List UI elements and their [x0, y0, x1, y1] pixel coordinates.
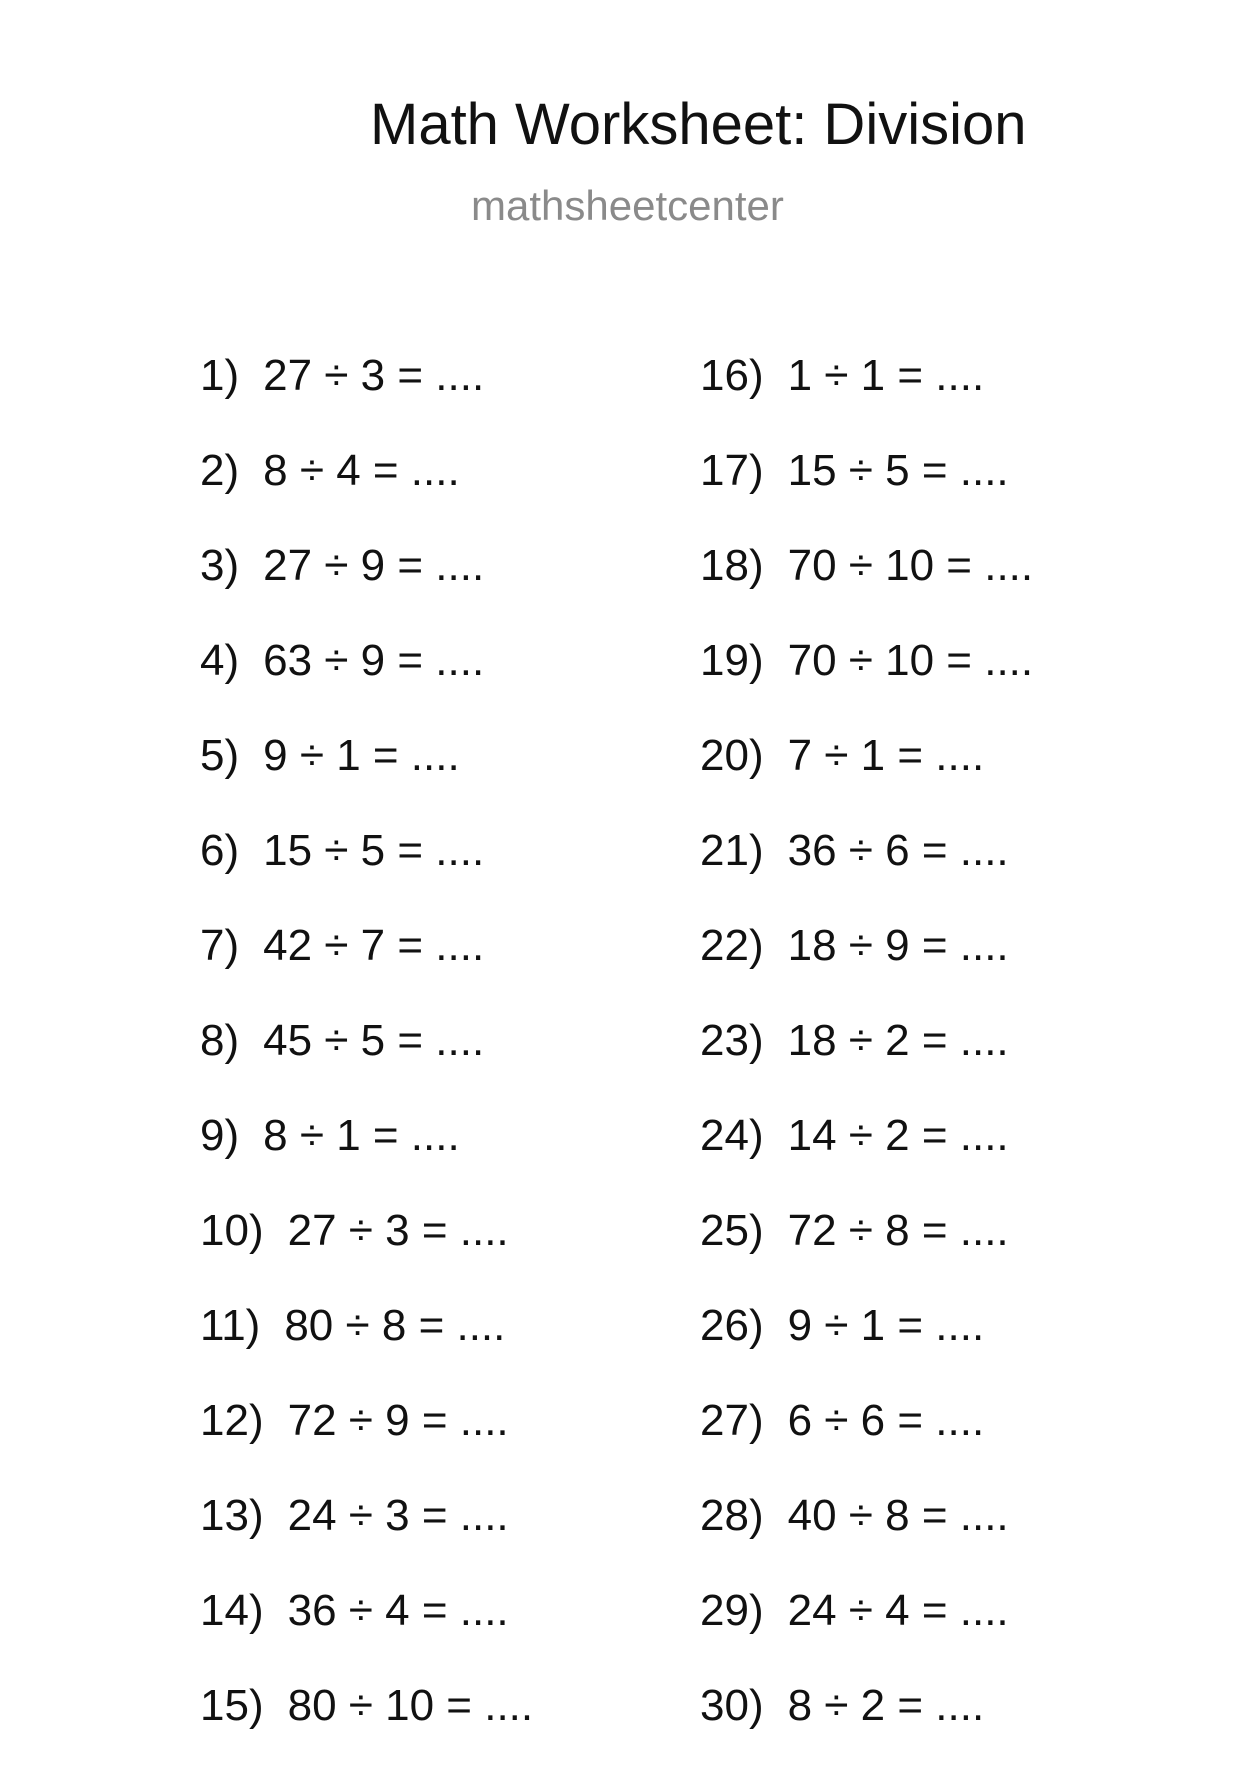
problem-expression: 80 ÷ 8 = .... — [284, 1301, 506, 1350]
problem-item — [200, 350, 533, 445]
problem-expression: 70 ÷ 10 = .... — [787, 541, 1034, 590]
problem-number: 23) — [700, 1016, 764, 1065]
problem-item — [700, 350, 1033, 445]
problem-expression: 36 ÷ 4 = .... — [287, 1586, 509, 1635]
problem-item — [200, 540, 533, 635]
problem-number: 28) — [700, 1491, 764, 1540]
problem-number: 1) — [200, 351, 240, 400]
problem-expression: 24 ÷ 3 = .... — [287, 1491, 509, 1540]
problem-item — [700, 1015, 1033, 1110]
problem-expression: 8 ÷ 2 = .... — [787, 1681, 985, 1730]
problem-expression: 72 ÷ 9 = .... — [287, 1396, 509, 1445]
problem-item — [700, 1205, 1033, 1300]
problem-expression: 9 ÷ 1 = .... — [787, 1301, 985, 1350]
problem-number: 9) — [200, 1111, 240, 1160]
problem-expression: 36 ÷ 6 = .... — [787, 826, 1009, 875]
problem-number: 15) — [200, 1681, 264, 1730]
problem-number: 26) — [700, 1301, 764, 1350]
problem-expression: 70 ÷ 10 = .... — [787, 636, 1034, 685]
problem-expression: 1 ÷ 1 = .... — [787, 351, 985, 400]
problem-expression: 8 ÷ 4 = .... — [263, 446, 460, 495]
problem-expression: 7 ÷ 1 = .... — [787, 731, 985, 780]
problem-item — [200, 825, 533, 920]
problem-number: 16) — [700, 351, 764, 400]
problem-number: 25) — [700, 1206, 764, 1255]
problem-expression: 6 ÷ 6 = .... — [787, 1396, 985, 1445]
problem-number: 6) — [200, 826, 240, 875]
problem-expression: 9 ÷ 1 = .... — [263, 731, 460, 780]
problem-item — [700, 1110, 1033, 1205]
problem-expression: 14 ÷ 2 = .... — [787, 1111, 1009, 1160]
problem-item — [200, 920, 533, 1015]
problem-item — [200, 1490, 533, 1585]
problem-item — [700, 1490, 1033, 1585]
problems-column-right — [700, 350, 1033, 1775]
problem-expression: 45 ÷ 5 = .... — [263, 1016, 485, 1065]
problem-item — [200, 1015, 533, 1110]
problem-number: 29) — [700, 1586, 764, 1635]
problem-item — [700, 1585, 1033, 1680]
problem-item — [200, 1205, 533, 1300]
problem-number: 10) — [200, 1206, 264, 1255]
problem-number: 30) — [700, 1681, 764, 1730]
problem-number: 20) — [700, 731, 764, 780]
problem-expression: 40 ÷ 8 = .... — [787, 1491, 1009, 1540]
problem-expression: 42 ÷ 7 = .... — [263, 921, 485, 970]
problem-item — [200, 445, 533, 540]
problem-number: 24) — [700, 1111, 764, 1160]
problem-item — [700, 825, 1033, 920]
problem-expression: 27 ÷ 3 = .... — [263, 351, 485, 400]
problem-number: 12) — [200, 1396, 264, 1445]
problem-number: 14) — [200, 1586, 264, 1635]
page-subtitle: mathsheetcenter — [471, 182, 784, 229]
problem-number: 11) — [200, 1301, 261, 1350]
problem-item — [700, 1680, 1033, 1775]
problem-item — [200, 1585, 533, 1680]
problem-item — [700, 540, 1033, 635]
problem-item — [700, 635, 1033, 730]
problem-number: 17) — [700, 446, 764, 495]
problem-expression: 18 ÷ 9 = .... — [787, 921, 1009, 970]
problem-item — [200, 1110, 533, 1205]
problem-item — [700, 730, 1033, 825]
problem-number: 19) — [700, 636, 764, 685]
problem-expression: 24 ÷ 4 = .... — [787, 1586, 1009, 1635]
problem-number: 5) — [200, 731, 240, 780]
problem-number: 21) — [700, 826, 764, 875]
page-title: Math Worksheet: Division — [370, 92, 1027, 157]
problem-item — [200, 1300, 533, 1395]
problem-expression: 80 ÷ 10 = .... — [287, 1681, 534, 1730]
problem-item — [200, 730, 533, 825]
problem-item — [700, 445, 1033, 540]
problem-expression: 27 ÷ 3 = .... — [287, 1206, 509, 1255]
problem-item — [700, 1395, 1033, 1490]
problem-number: 13) — [200, 1491, 264, 1540]
problem-item — [700, 1300, 1033, 1395]
problem-number: 22) — [700, 921, 764, 970]
problem-expression: 18 ÷ 2 = .... — [787, 1016, 1009, 1065]
problem-expression: 63 ÷ 9 = .... — [263, 636, 485, 685]
problem-item — [700, 920, 1033, 1015]
problem-expression: 15 ÷ 5 = .... — [263, 826, 485, 875]
problem-number: 8) — [200, 1016, 240, 1065]
problem-number: 18) — [700, 541, 764, 590]
problem-expression: 8 ÷ 1 = .... — [263, 1111, 460, 1160]
problems-column-left — [200, 350, 533, 1775]
problem-number: 27) — [700, 1396, 764, 1445]
problem-item — [200, 1680, 533, 1775]
problem-expression: 15 ÷ 5 = .... — [787, 446, 1009, 495]
problem-item — [200, 635, 533, 730]
problem-number: 2) — [200, 446, 240, 495]
problem-number: 3) — [200, 541, 240, 590]
problem-expression: 27 ÷ 9 = .... — [263, 541, 485, 590]
problem-item — [200, 1395, 533, 1490]
problem-expression: 72 ÷ 8 = .... — [787, 1206, 1009, 1255]
problem-number: 4) — [200, 636, 240, 685]
problem-number: 7) — [200, 921, 240, 970]
